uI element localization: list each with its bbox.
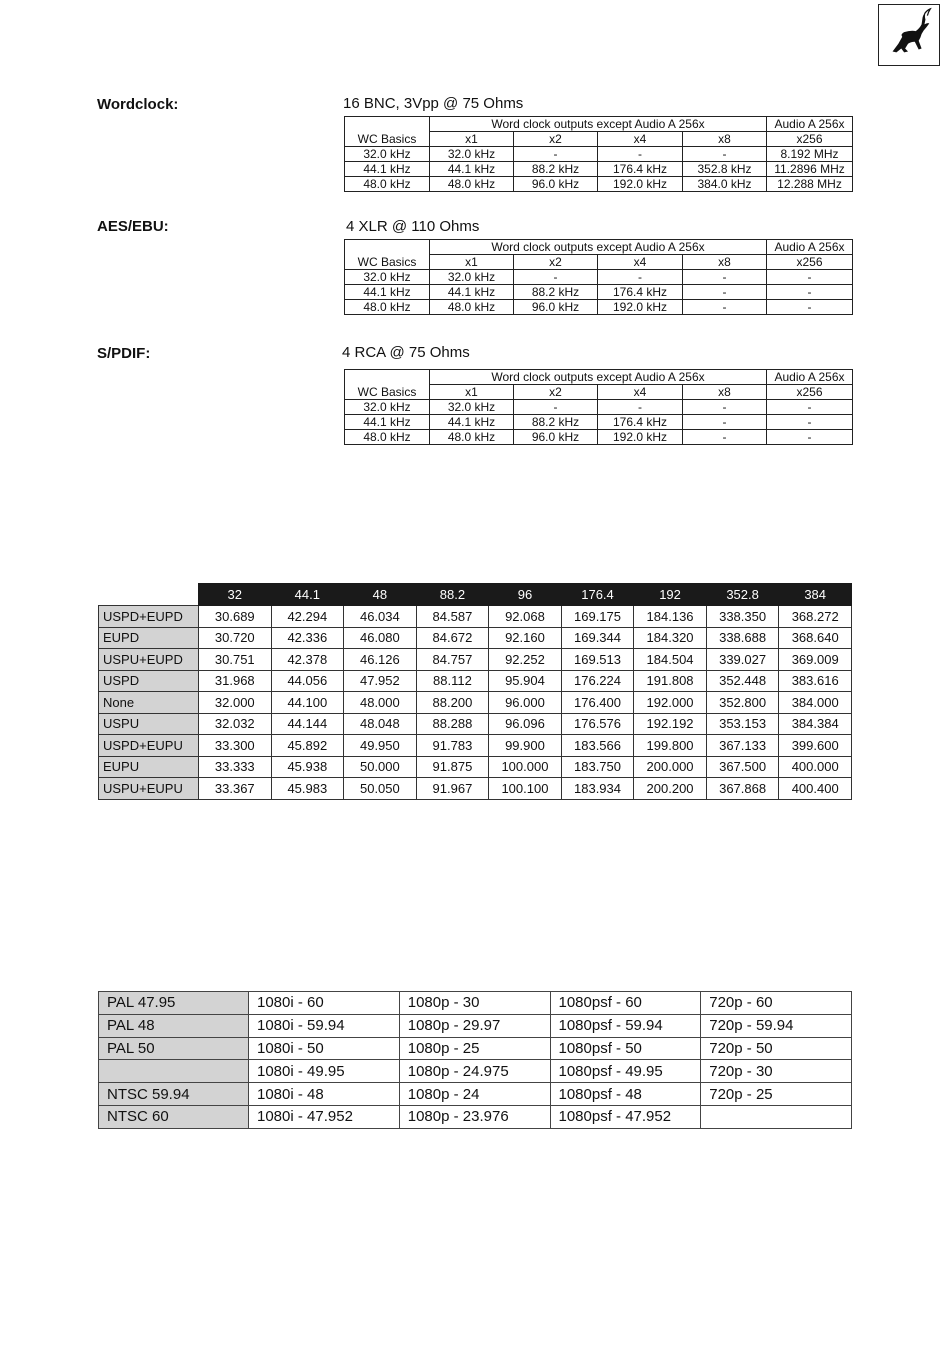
table-row bbox=[99, 606, 852, 628]
table-row bbox=[345, 300, 853, 315]
table-row bbox=[99, 1037, 852, 1060]
video-format: 1080psf - 47.952 bbox=[550, 1105, 701, 1128]
video-format-table bbox=[98, 991, 852, 1129]
antelope-logo-icon bbox=[878, 4, 940, 66]
video-standard: PAL 50 bbox=[99, 1037, 249, 1060]
video-format: 1080i - 60 bbox=[249, 992, 400, 1015]
cell: 176.4 kHz bbox=[598, 162, 683, 177]
rate-value: 184.136 bbox=[634, 606, 707, 628]
rate-header: 88.2 bbox=[416, 584, 489, 606]
col-header: x4 bbox=[598, 255, 683, 270]
table-row bbox=[345, 147, 853, 162]
table-row bbox=[99, 1014, 852, 1037]
rate-value: 31.968 bbox=[199, 670, 272, 692]
cell: 384.0 kHz bbox=[683, 177, 767, 192]
cell: - bbox=[683, 285, 767, 300]
rate-value: 30.720 bbox=[199, 627, 272, 649]
rate-value: 95.904 bbox=[489, 670, 562, 692]
table-row bbox=[99, 992, 852, 1015]
cell: 192.0 kHz bbox=[598, 300, 683, 315]
rate-value: 400.000 bbox=[779, 756, 852, 778]
col-basics: WC Basics bbox=[345, 385, 430, 400]
video-format: 1080p - 23.976 bbox=[399, 1105, 550, 1128]
rate-value: 184.320 bbox=[634, 627, 707, 649]
row-label: None bbox=[99, 692, 199, 714]
rate-value: 200.200 bbox=[634, 778, 707, 800]
rate-value: 92.252 bbox=[489, 649, 562, 671]
video-standard: PAL 47.95 bbox=[99, 992, 249, 1015]
rate-value: 169.513 bbox=[561, 649, 634, 671]
col-header: x4 bbox=[598, 385, 683, 400]
table-row bbox=[345, 430, 853, 445]
rate-value: 369.009 bbox=[779, 649, 852, 671]
cell: - bbox=[683, 270, 767, 285]
cell: 48.0 kHz bbox=[345, 300, 430, 315]
cell: 88.2 kHz bbox=[514, 415, 598, 430]
video-format: 1080psf - 59.94 bbox=[550, 1014, 701, 1037]
cell: - bbox=[767, 285, 853, 300]
video-standard: NTSC 60 bbox=[99, 1105, 249, 1128]
rate-header: 48 bbox=[344, 584, 417, 606]
rate-value: 176.400 bbox=[561, 692, 634, 714]
table-row bbox=[99, 670, 852, 692]
rate-value: 49.950 bbox=[344, 735, 417, 757]
rate-value: 99.900 bbox=[489, 735, 562, 757]
rate-value: 91.783 bbox=[416, 735, 489, 757]
aesebu-table bbox=[344, 239, 853, 315]
rate-value: 30.689 bbox=[199, 606, 272, 628]
row-label: USPD+EUPU bbox=[99, 735, 199, 757]
video-format: 1080p - 24.975 bbox=[399, 1060, 550, 1083]
row-label: EUPD bbox=[99, 627, 199, 649]
table-row bbox=[99, 692, 852, 714]
rate-value: 339.027 bbox=[706, 649, 779, 671]
rate-value: 84.587 bbox=[416, 606, 489, 628]
cell: 8.192 MHz bbox=[767, 147, 853, 162]
col-header: x1 bbox=[430, 255, 514, 270]
rate-value: 169.344 bbox=[561, 627, 634, 649]
rate-value: 46.034 bbox=[344, 606, 417, 628]
rate-header: 176.4 bbox=[561, 584, 634, 606]
cell: 192.0 kHz bbox=[598, 430, 683, 445]
table-row bbox=[345, 400, 853, 415]
wordclock-label: Wordclock: bbox=[97, 96, 179, 113]
rate-value: 32.000 bbox=[199, 692, 272, 714]
row-label: USPU+EUPD bbox=[99, 649, 199, 671]
cell: 352.8 kHz bbox=[683, 162, 767, 177]
cell: - bbox=[767, 270, 853, 285]
cell: 44.1 kHz bbox=[430, 285, 514, 300]
cell: 32.0 kHz bbox=[430, 270, 514, 285]
table-row bbox=[99, 756, 852, 778]
cell: - bbox=[598, 147, 683, 162]
cell: 32.0 kHz bbox=[345, 400, 430, 415]
cell: 48.0 kHz bbox=[430, 300, 514, 315]
cell: 32.0 kHz bbox=[345, 147, 430, 162]
rate-value: 183.566 bbox=[561, 735, 634, 757]
rate-value: 44.100 bbox=[271, 692, 344, 714]
cell: 176.4 kHz bbox=[598, 415, 683, 430]
video-standard: NTSC 59.94 bbox=[99, 1083, 249, 1106]
cell: - bbox=[598, 270, 683, 285]
cell: 48.0 kHz bbox=[345, 430, 430, 445]
rate-value: 400.400 bbox=[779, 778, 852, 800]
header-blank bbox=[345, 117, 430, 132]
rate-value: 30.751 bbox=[199, 649, 272, 671]
table-row bbox=[345, 177, 853, 192]
video-format: 1080p - 29.97 bbox=[399, 1014, 550, 1037]
row-label: EUPU bbox=[99, 756, 199, 778]
spdif-table bbox=[344, 369, 853, 445]
rate-value: 368.272 bbox=[779, 606, 852, 628]
video-format: 720p - 50 bbox=[701, 1037, 852, 1060]
rate-header: 44.1 bbox=[271, 584, 344, 606]
cell: 44.1 kHz bbox=[345, 415, 430, 430]
col-header: x8 bbox=[683, 385, 767, 400]
col-header: x2 bbox=[514, 385, 598, 400]
cell: - bbox=[514, 270, 598, 285]
spdif-label: S/PDIF: bbox=[97, 345, 151, 362]
rate-value: 42.294 bbox=[271, 606, 344, 628]
rate-value: 169.175 bbox=[561, 606, 634, 628]
header-audio: Audio A 256x bbox=[767, 370, 853, 385]
table-row bbox=[99, 649, 852, 671]
rate-value: 176.224 bbox=[561, 670, 634, 692]
cell: - bbox=[683, 147, 767, 162]
rate-value: 92.160 bbox=[489, 627, 562, 649]
table-row bbox=[345, 285, 853, 300]
rate-header: 352.8 bbox=[706, 584, 779, 606]
wordclock-spec: 16 BNC, 3Vpp @ 75 Ohms bbox=[343, 95, 524, 112]
header-blank bbox=[99, 584, 199, 606]
rate-value: 46.126 bbox=[344, 649, 417, 671]
video-standard: PAL 48 bbox=[99, 1014, 249, 1037]
spdif-spec: 4 RCA @ 75 Ohms bbox=[342, 344, 470, 361]
rate-value: 33.300 bbox=[199, 735, 272, 757]
rate-value: 84.672 bbox=[416, 627, 489, 649]
rate-value: 88.200 bbox=[416, 692, 489, 714]
cell: - bbox=[767, 300, 853, 315]
cell: 44.1 kHz bbox=[430, 415, 514, 430]
rates-header-row bbox=[99, 584, 852, 606]
table-row bbox=[99, 778, 852, 800]
col-header: x2 bbox=[514, 132, 598, 147]
table-row bbox=[99, 1105, 852, 1128]
col-header: x2 bbox=[514, 255, 598, 270]
header-group: Word clock outputs except Audio A 256x bbox=[430, 370, 767, 385]
cell: - bbox=[514, 400, 598, 415]
aesebu-spec: 4 XLR @ 110 Ohms bbox=[346, 218, 480, 235]
rate-value: 384.000 bbox=[779, 692, 852, 714]
video-standard bbox=[99, 1060, 249, 1083]
table-row bbox=[345, 415, 853, 430]
row-label: USPU+EUPU bbox=[99, 778, 199, 800]
cell: 32.0 kHz bbox=[430, 147, 514, 162]
rate-value: 192.192 bbox=[634, 713, 707, 735]
rate-value: 338.350 bbox=[706, 606, 779, 628]
video-format: 1080psf - 50 bbox=[550, 1037, 701, 1060]
rate-value: 45.983 bbox=[271, 778, 344, 800]
rate-value: 367.500 bbox=[706, 756, 779, 778]
rate-value: 33.333 bbox=[199, 756, 272, 778]
col-header: x1 bbox=[430, 385, 514, 400]
rate-value: 42.378 bbox=[271, 649, 344, 671]
rate-value: 88.288 bbox=[416, 713, 489, 735]
cell: - bbox=[514, 147, 598, 162]
video-format: 1080i - 48 bbox=[249, 1083, 400, 1106]
col-header: x4 bbox=[598, 132, 683, 147]
row-label: USPD bbox=[99, 670, 199, 692]
rate-value: 91.967 bbox=[416, 778, 489, 800]
cell: - bbox=[683, 300, 767, 315]
cell: 11.2896 MHz bbox=[767, 162, 853, 177]
col-header: x256 bbox=[767, 255, 853, 270]
cell: 192.0 kHz bbox=[598, 177, 683, 192]
video-format: 720p - 60 bbox=[701, 992, 852, 1015]
header-group: Word clock outputs except Audio A 256x bbox=[430, 240, 767, 255]
col-basics: WC Basics bbox=[345, 255, 430, 270]
cell: - bbox=[598, 400, 683, 415]
col-header: x256 bbox=[767, 132, 853, 147]
cell: - bbox=[767, 415, 853, 430]
rate-header: 384 bbox=[779, 584, 852, 606]
table-row bbox=[99, 713, 852, 735]
rate-value: 183.750 bbox=[561, 756, 634, 778]
cell: - bbox=[683, 430, 767, 445]
rate-value: 199.800 bbox=[634, 735, 707, 757]
rate-value: 45.938 bbox=[271, 756, 344, 778]
rate-value: 50.050 bbox=[344, 778, 417, 800]
table-row bbox=[99, 735, 852, 757]
cell: - bbox=[767, 430, 853, 445]
rate-header: 192 bbox=[634, 584, 707, 606]
rate-header: 32 bbox=[199, 584, 272, 606]
cell: 32.0 kHz bbox=[345, 270, 430, 285]
rate-value: 46.080 bbox=[344, 627, 417, 649]
cell: 96.0 kHz bbox=[514, 177, 598, 192]
video-format bbox=[701, 1105, 852, 1128]
rate-value: 42.336 bbox=[271, 627, 344, 649]
cell: 96.0 kHz bbox=[514, 430, 598, 445]
rate-value: 44.056 bbox=[271, 670, 344, 692]
rate-value: 352.800 bbox=[706, 692, 779, 714]
rate-value: 183.934 bbox=[561, 778, 634, 800]
rate-value: 32.032 bbox=[199, 713, 272, 735]
cell: 48.0 kHz bbox=[345, 177, 430, 192]
rate-value: 96.000 bbox=[489, 692, 562, 714]
video-format: 1080psf - 49.95 bbox=[550, 1060, 701, 1083]
cell: - bbox=[683, 400, 767, 415]
video-format: 1080psf - 60 bbox=[550, 992, 701, 1015]
wordclock-table bbox=[344, 116, 853, 192]
rate-value: 33.367 bbox=[199, 778, 272, 800]
rate-value: 184.504 bbox=[634, 649, 707, 671]
rate-value: 191.808 bbox=[634, 670, 707, 692]
rate-value: 96.096 bbox=[489, 713, 562, 735]
cell: 88.2 kHz bbox=[514, 162, 598, 177]
header-audio: Audio A 256x bbox=[767, 240, 853, 255]
cell: 44.1 kHz bbox=[430, 162, 514, 177]
rate-value: 367.133 bbox=[706, 735, 779, 757]
cell: 176.4 kHz bbox=[598, 285, 683, 300]
row-label: USPD+EUPD bbox=[99, 606, 199, 628]
row-label: USPU bbox=[99, 713, 199, 735]
cell: 48.0 kHz bbox=[430, 177, 514, 192]
rate-value: 100.100 bbox=[489, 778, 562, 800]
cell: 48.0 kHz bbox=[430, 430, 514, 445]
rate-value: 383.616 bbox=[779, 670, 852, 692]
cell: 44.1 kHz bbox=[345, 285, 430, 300]
rate-value: 353.153 bbox=[706, 713, 779, 735]
video-format: 1080p - 30 bbox=[399, 992, 550, 1015]
video-format: 1080i - 50 bbox=[249, 1037, 400, 1060]
rate-value: 100.000 bbox=[489, 756, 562, 778]
cell: - bbox=[767, 400, 853, 415]
header-blank bbox=[345, 370, 430, 385]
col-header: x256 bbox=[767, 385, 853, 400]
rate-value: 192.000 bbox=[634, 692, 707, 714]
rate-value: 399.600 bbox=[779, 735, 852, 757]
video-format: 1080psf - 48 bbox=[550, 1083, 701, 1106]
col-basics: WC Basics bbox=[345, 132, 430, 147]
rate-value: 338.688 bbox=[706, 627, 779, 649]
rate-value: 44.144 bbox=[271, 713, 344, 735]
col-header: x8 bbox=[683, 255, 767, 270]
rate-value: 176.576 bbox=[561, 713, 634, 735]
cell: 88.2 kHz bbox=[514, 285, 598, 300]
table-row bbox=[345, 162, 853, 177]
rate-value: 48.000 bbox=[344, 692, 417, 714]
video-format: 1080p - 25 bbox=[399, 1037, 550, 1060]
table-row bbox=[345, 270, 853, 285]
table-row bbox=[99, 627, 852, 649]
rate-value: 352.448 bbox=[706, 670, 779, 692]
rate-value: 200.000 bbox=[634, 756, 707, 778]
rate-value: 367.868 bbox=[706, 778, 779, 800]
header-audio: Audio A 256x bbox=[767, 117, 853, 132]
rate-value: 368.640 bbox=[779, 627, 852, 649]
sample-rate-table bbox=[98, 583, 852, 800]
col-header: x1 bbox=[430, 132, 514, 147]
table-row bbox=[99, 1083, 852, 1106]
video-format: 1080i - 59.94 bbox=[249, 1014, 400, 1037]
video-format: 720p - 25 bbox=[701, 1083, 852, 1106]
cell: 96.0 kHz bbox=[514, 300, 598, 315]
rate-value: 91.875 bbox=[416, 756, 489, 778]
video-format: 1080p - 24 bbox=[399, 1083, 550, 1106]
rate-value: 88.112 bbox=[416, 670, 489, 692]
col-header: x8 bbox=[683, 132, 767, 147]
header-group: Word clock outputs except Audio A 256x bbox=[430, 117, 767, 132]
rate-value: 45.892 bbox=[271, 735, 344, 757]
table-row bbox=[99, 1060, 852, 1083]
rate-value: 47.952 bbox=[344, 670, 417, 692]
cell: 12.288 MHz bbox=[767, 177, 853, 192]
video-format: 1080i - 49.95 bbox=[249, 1060, 400, 1083]
rate-value: 84.757 bbox=[416, 649, 489, 671]
video-format: 1080i - 47.952 bbox=[249, 1105, 400, 1128]
aesebu-label: AES/EBU: bbox=[97, 218, 169, 235]
rate-value: 50.000 bbox=[344, 756, 417, 778]
rate-header: 96 bbox=[489, 584, 562, 606]
rate-value: 92.068 bbox=[489, 606, 562, 628]
video-format: 720p - 59.94 bbox=[701, 1014, 852, 1037]
cell: 32.0 kHz bbox=[430, 400, 514, 415]
header-blank bbox=[345, 240, 430, 255]
rate-value: 48.048 bbox=[344, 713, 417, 735]
cell: - bbox=[683, 415, 767, 430]
rate-value: 384.384 bbox=[779, 713, 852, 735]
cell: 44.1 kHz bbox=[345, 162, 430, 177]
video-format: 720p - 30 bbox=[701, 1060, 852, 1083]
